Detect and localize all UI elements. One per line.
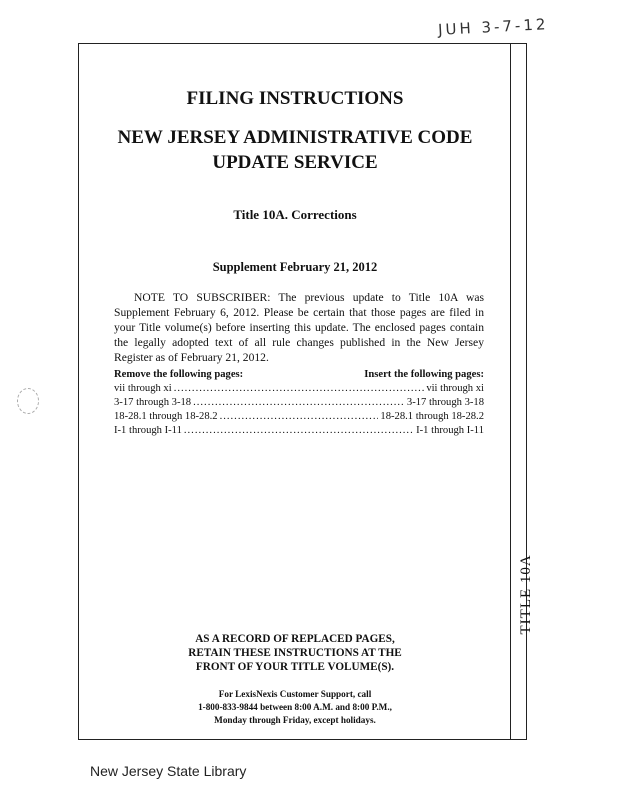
- support-line3: Monday through Friday, except holidays.: [214, 715, 376, 725]
- insert-pages-cell: 18-28.1 through 18-28.2: [380, 411, 484, 422]
- retain-line1: AS A RECORD OF REPLACED PAGES,: [195, 633, 395, 645]
- support-line2: 1-800-833-9844 between 8:00 A.M. and 8:00 P.M.,: [198, 702, 392, 712]
- table-row: [114, 383, 484, 397]
- insert-pages-cell: vii through xi: [426, 383, 484, 394]
- remove-pages-cell: 3-17 through 3-18: [114, 397, 192, 408]
- title-line: Title 10A. Corrections: [233, 207, 357, 222]
- remove-pages-cell: 18-28.1 through 18-28.2: [114, 411, 218, 422]
- retain-line2: RETAIN THESE INSTRUCTIONS AT THE: [188, 647, 402, 659]
- supplement-date: Supplement February 21, 2012: [212, 260, 378, 274]
- insert-pages-header: Insert the following pages:: [364, 369, 484, 380]
- dot-leader: [220, 411, 379, 422]
- retain-notice: [80, 632, 510, 674]
- table-row: [114, 411, 484, 425]
- table-row: [114, 425, 484, 439]
- insert-pages-cell: 3-17 through 3-18: [406, 397, 484, 408]
- heading-code-update-service: [80, 125, 510, 175]
- remove-pages-cell: I-1 through I-11: [114, 425, 182, 436]
- pages-table: [114, 369, 484, 439]
- customer-support-info: [80, 688, 510, 727]
- retain-line3: FRONT OF YOUR TITLE VOLUME(S).: [195, 661, 395, 673]
- dot-leader: [174, 383, 425, 394]
- subscriber-note: NOTE TO SUBSCRIBER: The previous update to Title 10A was Supplement February 6, 2012. Please be certain that those pages are filed in your Title volume(s) before inserting this update. The enclosed pages contain the legally adopted text of all rule changes published in the New Jersey Register as of February 21, 2012.: [114, 291, 484, 364]
- punch-hole-mark: [17, 388, 39, 414]
- dot-leader: [193, 397, 405, 408]
- pages-table-header: [114, 369, 484, 383]
- handwritten-note: JUH 3-7-12: [437, 15, 549, 39]
- heading2-line1: NEW JERSEY ADMINISTRATIVE CODE: [117, 127, 473, 148]
- table-row: [114, 397, 484, 411]
- insert-pages-cell: I-1 through I-11: [416, 425, 484, 436]
- heading-filing-instructions: FILING INSTRUCTIONS: [186, 88, 404, 109]
- remove-pages-header: Remove the following pages:: [114, 369, 244, 380]
- tab-divider-line: [510, 44, 511, 739]
- support-line1: For LexisNexis Customer Support, call: [218, 689, 372, 699]
- library-stamp: New Jersey State Library: [90, 763, 247, 779]
- title-tab-label: TITLE 10A: [518, 554, 534, 635]
- heading2-line2: UPDATE SERVICE: [212, 152, 378, 173]
- dot-leader: [184, 425, 414, 436]
- remove-pages-cell: vii through xi: [114, 383, 172, 394]
